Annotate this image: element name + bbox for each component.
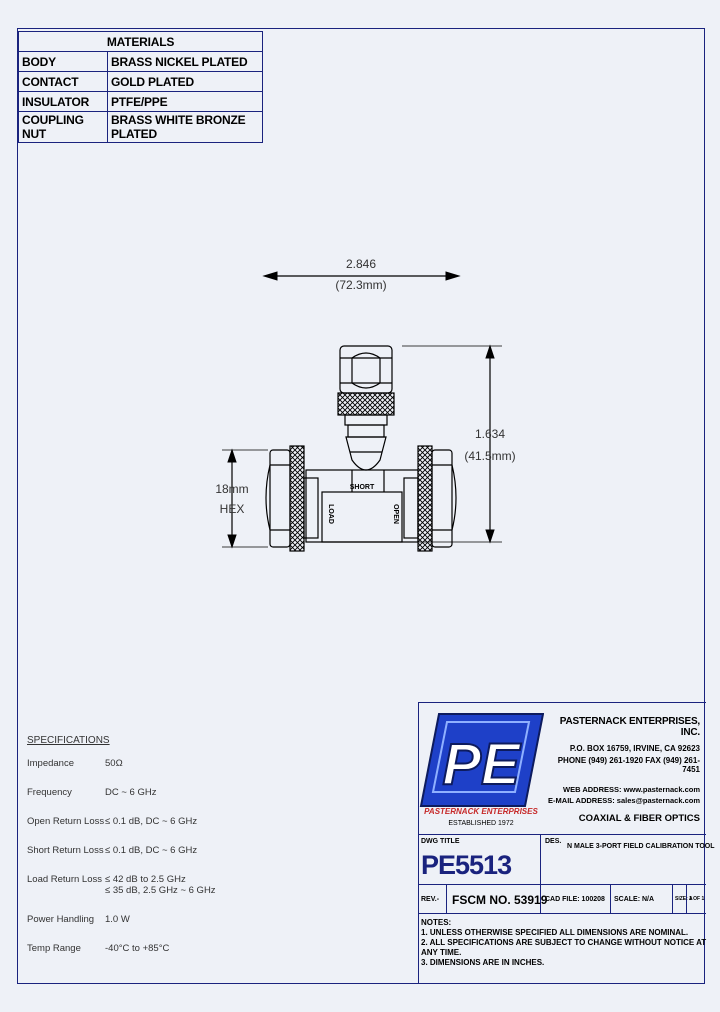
top-connector [338, 346, 394, 470]
spec-value: 1.0 W [105, 914, 130, 925]
company-web: WEB ADDRESS: www.pasternack.com [563, 785, 700, 794]
spec-value: 50Ω [105, 758, 123, 769]
right-connector [404, 446, 456, 551]
spec-row [27, 845, 198, 874]
hex-dim-label: 18mm [215, 482, 249, 496]
company-info [548, 716, 700, 824]
material-key: COUPLING NUT [19, 112, 108, 143]
left-connector [266, 446, 318, 551]
cad-file: CAD FILE: 100208 [545, 896, 605, 903]
material-value: BRASS NICKEL PLATED [108, 52, 263, 72]
sheet-size: SIZE: A [675, 896, 693, 902]
logo-brand: PASTERNACK ENTERPRISES [424, 807, 538, 816]
scale: SCALE: N/A [614, 896, 655, 903]
spec-label: Open Return Loss [27, 816, 105, 827]
drawing-number: PE5513 [421, 850, 512, 880]
divider [610, 884, 611, 913]
notes-label: NOTES: [421, 918, 452, 927]
note-item: 2. ALL SPECIFICATIONS ARE SUBJECT TO CHANGE WITHOUT NOTICE AT ANY TIME. [421, 938, 707, 957]
logo-mark: PE [442, 732, 520, 797]
spec-label: Temp Range [27, 943, 81, 954]
company-email: E-MAIL ADDRESS: sales@pasternack.com [548, 796, 700, 805]
note-item: 1. UNLESS OTHERWISE SPECIFIED ALL DIMENSIONS ARE NOMINAL. [421, 928, 689, 937]
company-name: PASTERNACK ENTERPRISES, INC. [559, 716, 700, 738]
material-key: BODY [19, 52, 108, 72]
load-port-label: LOAD [327, 504, 334, 524]
divider [446, 884, 447, 913]
spec-value: -40°C to +85°C [105, 943, 170, 954]
page-count: 1 OF 1 [689, 896, 705, 902]
spec-value: DC ~ 6 GHz [105, 787, 157, 798]
spec-label: Power Handling [27, 914, 95, 925]
divider [672, 884, 673, 913]
width-dim-mm-label: (72.3mm) [335, 278, 387, 292]
spec-value: ≤ 0.1 dB, DC ~ 6 GHz [105, 845, 198, 856]
specifications [27, 735, 216, 972]
des-label: DES. [545, 838, 562, 845]
height-dim-label: 1.634 [474, 427, 506, 441]
fscm-number: FSCM NO. 53919 [452, 893, 548, 907]
divider [418, 884, 706, 885]
width-dim-label: 2.846 [345, 257, 377, 271]
spec-row [27, 874, 216, 914]
material-value: GOLD PLATED [108, 72, 263, 92]
company-tagline: COAXIAL & FIBER OPTICS [578, 813, 700, 824]
material-value: PTFE/PPE [108, 92, 263, 112]
divider [418, 913, 706, 914]
company-phone: PHONE (949) 261-1920 FAX (949) 261-7451 [557, 756, 700, 774]
materials-header: MATERIALS [19, 32, 263, 52]
spec-label: Short Return Loss [27, 845, 104, 856]
spec-value-2: ≤ 35 dB, 2.5 GHz ~ 6 GHz [105, 885, 216, 896]
company-logo [419, 704, 544, 830]
drawing-description: N MALE 3-PORT FIELD CALIBRATION TOOL [567, 843, 715, 850]
spec-row [27, 787, 157, 816]
divider [418, 702, 706, 703]
spec-label: Impedance [27, 758, 75, 769]
material-key: CONTACT [19, 72, 108, 92]
spec-row [27, 816, 198, 845]
specifications-title: SPECIFICATIONS [27, 735, 110, 746]
revision: REV.- [421, 896, 440, 903]
height-dim-mm-label: (41.5mm) [464, 449, 516, 463]
spec-label: Load Return Loss [27, 874, 102, 885]
spec-row [27, 943, 170, 972]
spec-row [27, 914, 130, 943]
material-key: INSULATOR [19, 92, 108, 112]
divider [540, 834, 541, 884]
divider [418, 834, 706, 835]
logo-established: ESTABLISHED 1972 [448, 820, 514, 827]
note-item: 3. DIMENSIONS ARE IN INCHES. [421, 958, 545, 967]
open-port-label: OPEN [392, 504, 399, 524]
short-port-label: SHORT [349, 484, 375, 491]
spec-label: Frequency [27, 787, 72, 798]
notes [421, 918, 720, 968]
company-address: P.O. BOX 16759, IRVINE, CA 92623 [569, 744, 700, 753]
tee-body [306, 470, 418, 542]
spec-value: ≤ 42 dB to 2.5 GHz [105, 874, 186, 885]
spec-value: ≤ 0.1 dB, DC ~ 6 GHz [105, 816, 198, 827]
material-value: BRASS WHITE BRONZE PLATED [108, 112, 263, 143]
dwg-title-label: DWG TITLE [421, 838, 460, 845]
hex-dim-label-2: HEX [219, 502, 245, 516]
spec-row [27, 758, 123, 787]
hex-dimension [219, 450, 268, 547]
spec-value-group [105, 874, 216, 896]
